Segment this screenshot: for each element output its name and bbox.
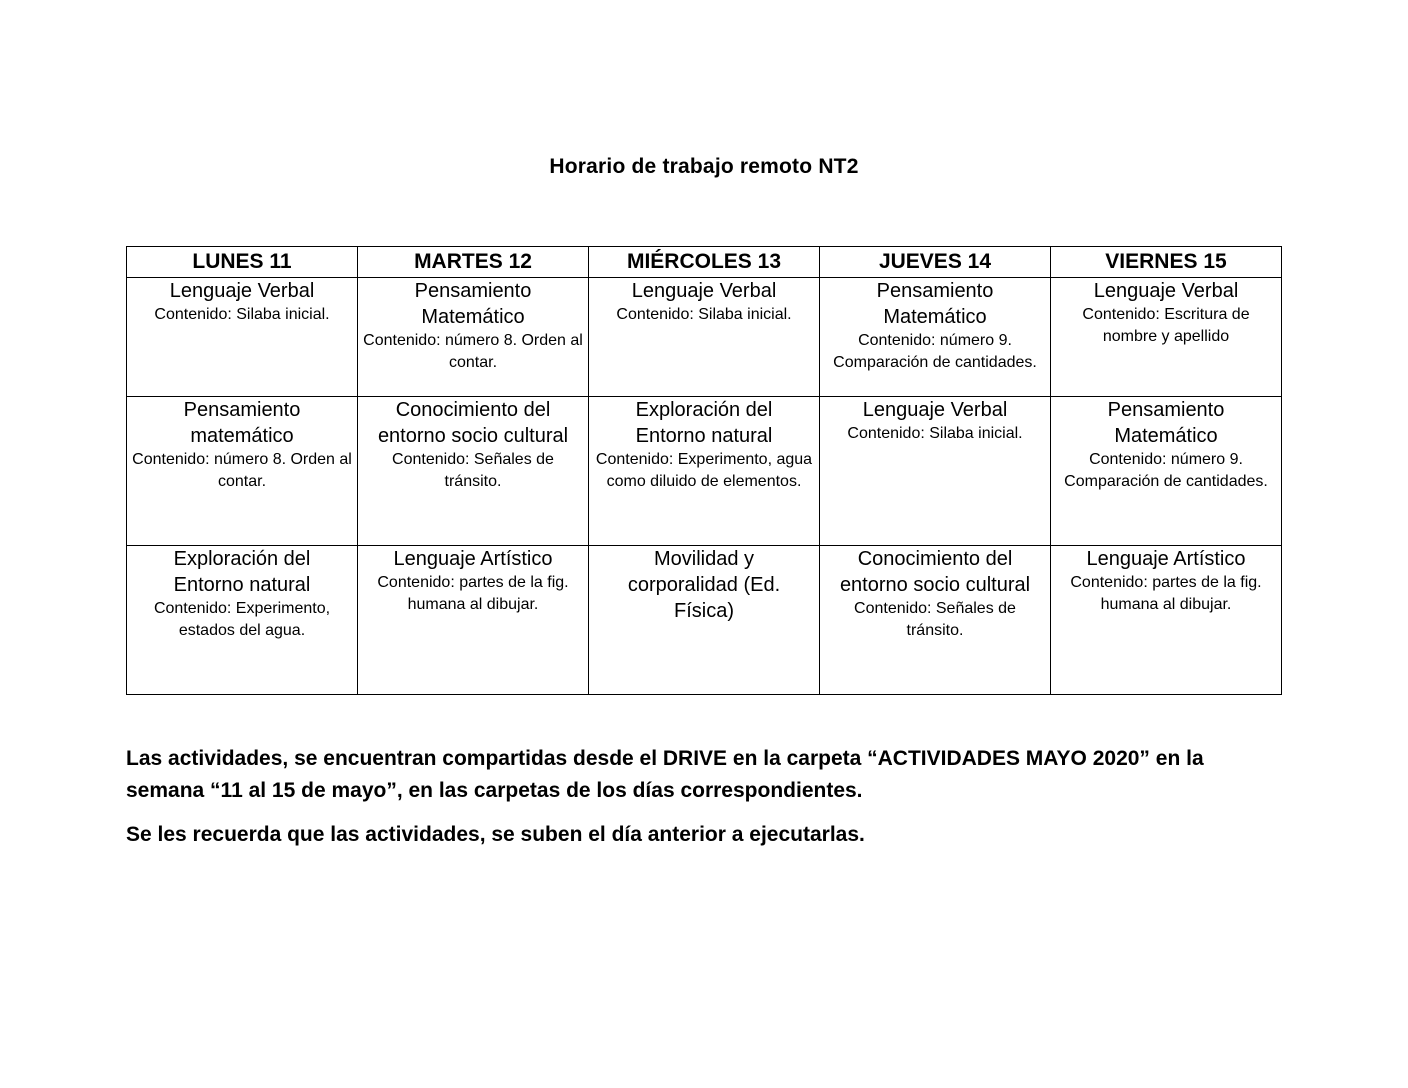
table-row <box>127 278 1282 397</box>
cell-subject: Lenguaje Verbal <box>862 399 1008 421</box>
cell-subject: Conocimiento del entorno socio cultural <box>839 548 1031 596</box>
cell-subject: Lenguaje Verbal <box>631 280 777 302</box>
cell-subject: Pensamiento Matemático <box>876 280 994 328</box>
cell-subject: Pensamiento Matemático <box>414 280 532 328</box>
cell-subject: Lenguaje Artístico <box>393 548 553 570</box>
cell-subject: Lenguaje Artístico <box>1086 548 1246 570</box>
cell-content: Contenido: Silaba inicial. <box>154 306 330 323</box>
schedule-table <box>126 246 1282 695</box>
cell-content: Contenido: número 8. Orden al contar. <box>363 332 583 371</box>
schedule-cell <box>820 397 1051 546</box>
cell-content: Contenido: Experimento, estados del agua. <box>153 600 331 639</box>
schedule-cell <box>127 397 358 546</box>
table-row <box>127 546 1282 695</box>
table-row <box>127 397 1282 546</box>
schedule-cell <box>1051 278 1282 397</box>
schedule-cell <box>358 397 589 546</box>
schedule-cell <box>1051 397 1282 546</box>
day-header-monday: LUNES 11 <box>127 247 358 278</box>
cell-subject: Lenguaje Verbal <box>1093 280 1239 302</box>
schedule-cell <box>589 397 820 546</box>
cell-subject: Conocimiento del entorno socio cultural <box>377 399 569 447</box>
cell-subject: Movilidad y corporalidad (Ed. Física) <box>627 548 781 622</box>
cell-content: Contenido: Señales de tránsito. <box>854 600 1016 639</box>
cell-content: Contenido: número 9. Comparación de cantidades. <box>1064 451 1268 490</box>
schedule-cell <box>589 546 820 695</box>
cell-subject: Exploración del Entorno natural <box>635 399 773 447</box>
header-row <box>127 247 1282 278</box>
cell-subject: Exploración del Entorno natural <box>173 548 311 596</box>
schedule-cell <box>589 278 820 397</box>
notes-paragraph-reminder: Se les recuerda que las actividades, se suben el día anterior a ejecutarlas. <box>126 823 865 846</box>
cell-subject: Pensamiento Matemático <box>1107 399 1225 447</box>
cell-content: Contenido: Experimento, agua como diluido de elementos. <box>595 451 813 490</box>
cell-content: Contenido: Silaba inicial. <box>847 425 1023 442</box>
day-header-thursday: JUEVES 14 <box>820 247 1051 278</box>
schedule-cell <box>127 546 358 695</box>
cell-content: Contenido: partes de la fig. humana al dibujar. <box>377 574 569 613</box>
schedule-cell <box>127 278 358 397</box>
schedule-cell <box>820 546 1051 695</box>
schedule-cell <box>358 546 589 695</box>
page-title: Horario de trabajo remoto NT2 <box>549 155 859 178</box>
day-header-wednesday: MIÉRCOLES 13 <box>589 247 820 278</box>
schedule-cell <box>1051 546 1282 695</box>
cell-subject: Lenguaje Verbal <box>169 280 315 302</box>
cell-content: Contenido: Escritura de nombre y apellido <box>1082 306 1250 345</box>
cell-content: Contenido: número 9. Comparación de cantidades. <box>833 332 1037 371</box>
cell-content: Contenido: número 8. Orden al contar. <box>132 451 352 490</box>
cell-content: Contenido: Señales de tránsito. <box>392 451 554 490</box>
cell-subject: Pensamiento matemático <box>183 399 301 447</box>
notes-section <box>126 743 1286 863</box>
cell-content: Contenido: Silaba inicial. <box>616 306 792 323</box>
day-header-friday: VIERNES 15 <box>1051 247 1282 278</box>
notes-paragraph-drive: Las actividades, se encuentran compartidas desde el DRIVE en la carpeta “ACTIVIDADES MAYO 2020” en la semana “11 al 15 de mayo”, en las carpetas de los días correspondientes. <box>126 747 1204 802</box>
day-header-tuesday: MARTES 12 <box>358 247 589 278</box>
schedule-cell <box>820 278 1051 397</box>
schedule-cell <box>358 278 589 397</box>
cell-content: Contenido: partes de la fig. humana al dibujar. <box>1070 574 1262 613</box>
